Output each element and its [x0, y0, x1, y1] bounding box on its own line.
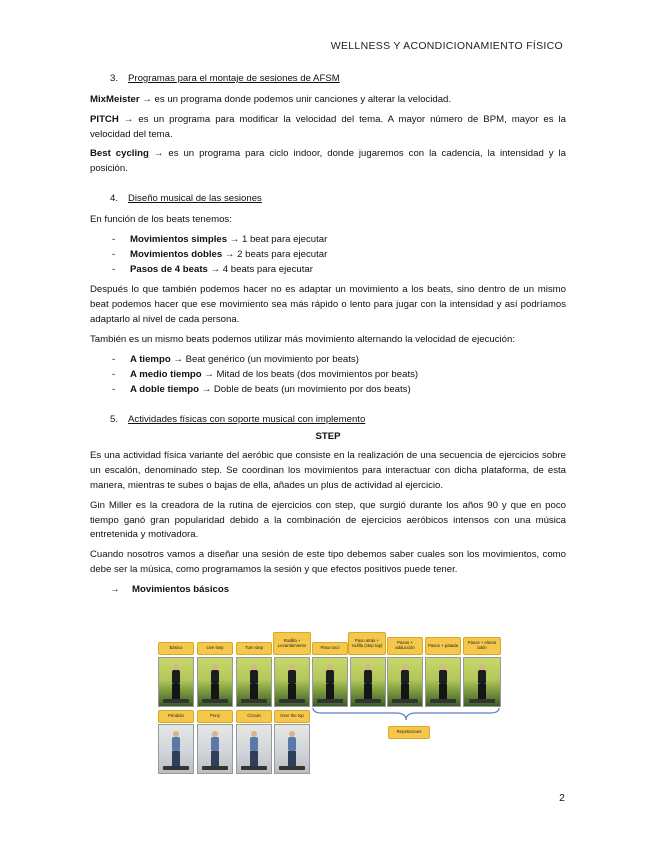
move-label: Rodilla + Levantamiento	[273, 632, 311, 655]
figure-icon	[250, 731, 258, 767]
page-body	[90, 72, 566, 602]
paragraph: Cuando nosotros vamos a diseñar una sesión de este tipo debemos saber cuales son los movimientos, como debe ser la música, como programamos la sesión y que efectos positivos puede tener.	[90, 549, 566, 576]
section-title: Actividades físicas con soporte musical con implemento	[128, 414, 366, 426]
exercise-photo	[387, 657, 423, 707]
definition: → 4 beats para ejecutar	[207, 263, 313, 275]
exercise-photo	[312, 657, 348, 707]
definition: → 2 beats para ejecutar	[222, 248, 328, 260]
figure-icon	[288, 664, 296, 700]
list-item	[90, 353, 566, 368]
term: Movimientos dobles	[130, 248, 223, 260]
definition: → es un programa para modificar la velocidad del tema. A mayor número de BPM, mayor es la velocidad del tema.	[90, 113, 566, 140]
list-item	[90, 263, 566, 278]
exercise-photo	[463, 657, 501, 707]
basic-moves-heading	[90, 583, 566, 598]
definition: → 1 beat para ejecutar	[227, 233, 328, 245]
move-label: Básico	[158, 642, 194, 655]
section-title: Diseño musical de las sesiones	[128, 193, 262, 205]
exercise-photo	[350, 657, 386, 707]
step-subtitle: STEP	[315, 431, 341, 443]
move-label: Paso toco	[312, 642, 348, 655]
repeat-label: Repeticiones	[388, 726, 430, 739]
exercise-photo	[425, 657, 461, 707]
exercise-photo	[158, 724, 194, 774]
page-number: 2	[559, 792, 565, 804]
section-number: 3.	[110, 73, 119, 84]
exercise-photo	[274, 657, 310, 707]
definition: → Doble de beats (un movimiento por dos beats)	[198, 383, 411, 395]
basic-moves-diagram	[158, 632, 500, 774]
move-label: Péndulo	[158, 710, 194, 723]
bullet: -	[112, 353, 116, 365]
paragraph: Es una actividad física variante del aeróbic que consiste en la realización de una secuencia de ejercicios sobre un escalón, denominado step. Se coordinan los movimientos para interactuar con dicha plataforma, de esta manera, mientras te subes o bajas de ella, añades un plus de actividad al ejercicio.	[90, 450, 566, 491]
move-label: Pasos + patada	[425, 637, 461, 655]
figure-icon	[401, 664, 409, 700]
figure-icon	[211, 664, 219, 700]
paragraph	[90, 147, 566, 177]
section-4-heading	[90, 192, 566, 207]
move-label: Paso atrás + rodilla (step tap)	[348, 632, 386, 655]
move-label: Over the top	[274, 710, 310, 723]
definition: → Beat genérico (un movimiento por beats)	[170, 353, 359, 365]
exercise-photo	[274, 724, 310, 774]
term: A doble tiempo	[130, 383, 199, 395]
move-label: Círculo	[236, 710, 272, 723]
term: Pasos de 4 beats	[130, 263, 208, 275]
section-5-heading	[90, 413, 566, 428]
figure-icon	[211, 731, 219, 767]
definition: → es un programa donde podemos unir canciones y alterar la velocidad.	[139, 93, 452, 105]
basic-moves-label: Movimientos básicos	[132, 584, 230, 596]
paragraph	[90, 93, 566, 108]
exercise-photo	[236, 724, 272, 774]
exercise-photo	[197, 657, 233, 707]
paragraph: En función de los beats tenemos:	[90, 214, 232, 226]
section-number: 4.	[110, 193, 119, 205]
paragraph: Gin Miller es la creadora de la rutina de ejercicios con step, que surgió durante los años 90 y que en poco tiempo ganó gran popularidad debido a la combinación de ejercicios aeróbicos intensos con una música entretenida y motivadora.	[90, 499, 566, 541]
paragraph: También es un mismo beats podemos utilizar más movimiento alternando la velocidad de ejecución:	[90, 334, 516, 346]
arrow-icon: →	[110, 584, 120, 596]
figure-icon	[364, 664, 372, 700]
exercise-photo	[197, 724, 233, 774]
bullet: -	[112, 368, 116, 380]
figure-icon	[250, 664, 258, 700]
paragraph: Después lo que también podemos hacer no es adaptar un movimiento a los beats, sino dentro de un mismo beat podemos hacer que ese movimiento sea más rápido o lento para jugar con la intensidad y así podríamos adaptarlo al nivel de cada persona.	[90, 284, 566, 326]
list-item	[90, 368, 566, 383]
move-label: Uve step	[197, 642, 233, 655]
definition: → Mitad de los beats (dos movimientos por beats)	[201, 368, 419, 380]
move-label: Pony	[197, 710, 233, 723]
bullet: -	[112, 233, 116, 245]
bullet: -	[112, 383, 116, 395]
figure-icon	[478, 664, 486, 700]
exercise-photo	[236, 657, 272, 707]
term: Movimientos simples	[130, 233, 228, 245]
term: A medio tiempo	[130, 368, 202, 380]
list-item	[90, 233, 566, 248]
tempo-list	[90, 353, 566, 398]
term: Best cycling	[90, 148, 149, 160]
figure-icon	[326, 664, 334, 700]
section-number: 5.	[110, 414, 119, 426]
section-3-heading	[90, 72, 566, 87]
move-label: Pasos + adducción	[387, 637, 423, 655]
figure-icon	[288, 731, 296, 767]
beats-list	[90, 233, 566, 278]
definition: → es un programa para ciclo indoor, donde jugaremos con la cadencia, la intensidad y la posición.	[90, 148, 566, 175]
figure-icon	[172, 664, 180, 700]
exercise-photo	[158, 657, 194, 707]
term: A tiempo	[130, 353, 171, 365]
move-label: Pasos + elevar talón	[463, 637, 501, 655]
figure-icon	[172, 731, 180, 767]
repeat-bracket	[312, 707, 500, 727]
list-item	[90, 383, 566, 398]
figure-icon	[439, 664, 447, 700]
term: MixMeister	[90, 93, 140, 105]
section-title: Programas para el montaje de sesiones de AFSM	[128, 73, 340, 84]
bullet: -	[112, 248, 116, 260]
move-label: Turn step	[236, 642, 272, 655]
bullet: -	[112, 263, 116, 275]
paragraph	[90, 113, 566, 143]
list-item	[90, 248, 566, 263]
running-header: WELLNESS Y ACONDICIONAMIENTO FÍSICO	[330, 40, 563, 52]
term: PITCH	[90, 113, 119, 125]
